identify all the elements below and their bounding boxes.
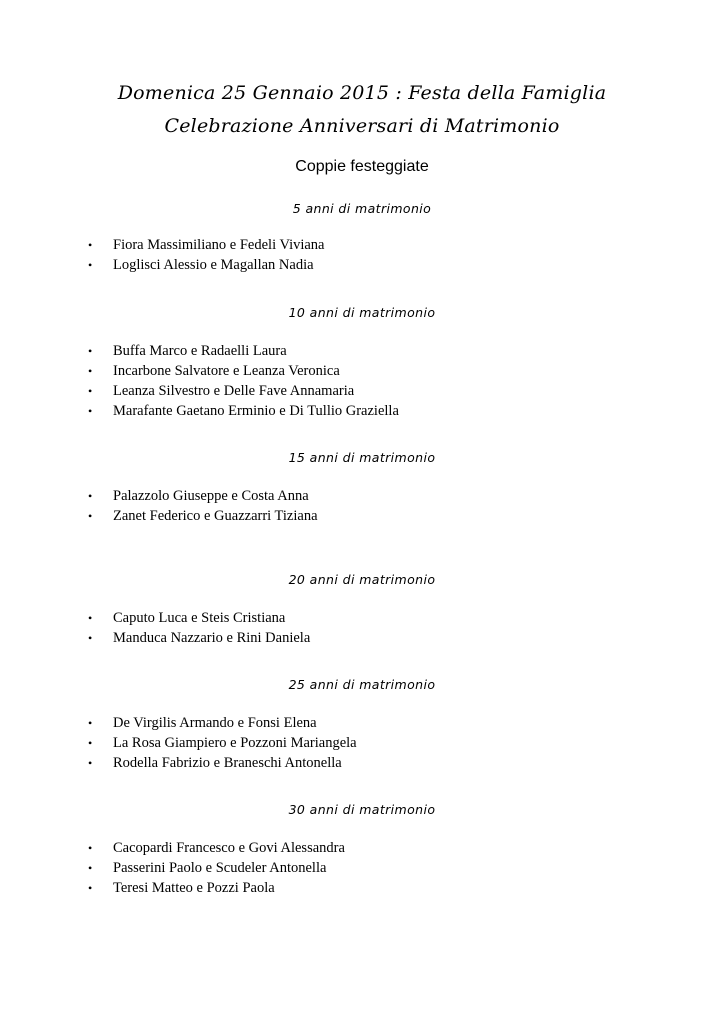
bullet-icon: • — [88, 364, 93, 378]
couple-name: Manduca Nazzario e Rini Daniela — [113, 630, 311, 646]
couple-name: Passerini Paolo e Scudeler Antonella — [113, 860, 327, 876]
couple-name: Zanet Federico e Guazzarri Tiziana — [113, 508, 318, 524]
bullet-icon: • — [88, 756, 93, 770]
couple-name: Rodella Fabrizio e Braneschi Antonella — [113, 755, 342, 771]
bullet-icon: • — [88, 404, 93, 418]
bullet-icon: • — [88, 384, 93, 398]
bullet-icon: • — [88, 258, 93, 272]
couple-name: Fiora Massimiliano e Fedeli Viviana — [113, 237, 325, 253]
bullet-icon: • — [88, 716, 93, 730]
bullet-icon: • — [88, 861, 93, 875]
group-heading-5-anni: 5 anni di matrimonio — [292, 201, 432, 216]
couple-name: Teresi Matteo e Pozzi Paola — [113, 880, 275, 896]
couple-name: Palazzolo Giuseppe e Costa Anna — [113, 488, 309, 504]
page-title: Domenica 25 Gennaio 2015 : Festa della Famiglia — [117, 82, 607, 104]
bullet-icon: • — [88, 238, 93, 252]
couple-name: Loglisci Alessio e Magallan Nadia — [113, 257, 314, 273]
section-title: Coppie festeggiate — [295, 158, 429, 175]
bullet-icon: • — [88, 611, 93, 625]
bullet-icon: • — [88, 881, 93, 895]
bullet-icon: • — [88, 509, 93, 523]
bullet-icon: • — [88, 489, 93, 503]
page-subtitle: Celebrazione Anniversari di Matrimonio — [164, 115, 560, 137]
bullet-icon: • — [88, 631, 93, 645]
group-heading-15-anni: 15 anni di matrimonio — [288, 450, 436, 465]
group-heading-30-anni: 30 anni di matrimonio — [288, 802, 436, 817]
couple-name: Caputo Luca e Steis Cristiana — [113, 610, 286, 626]
couple-name: La Rosa Giampiero e Pozzoni Mariangela — [113, 735, 357, 751]
couple-name: De Virgilis Armando e Fonsi Elena — [113, 715, 317, 731]
couple-name: Leanza Silvestro e Delle Fave Annamaria — [113, 383, 355, 399]
bullet-icon: • — [88, 736, 93, 750]
bullet-icon: • — [88, 344, 93, 358]
group-heading-10-anni: 10 anni di matrimonio — [288, 305, 436, 320]
couple-name: Incarbone Salvatore e Leanza Veronica — [113, 363, 340, 379]
couple-name: Buffa Marco e Radaelli Laura — [113, 343, 287, 359]
couple-name: Cacopardi Francesco e Govi Alessandra — [113, 840, 345, 856]
group-heading-20-anni: 20 anni di matrimonio — [288, 572, 436, 587]
couple-name: Marafante Gaetano Erminio e Di Tullio Graziella — [113, 403, 399, 419]
group-heading-25-anni: 25 anni di matrimonio — [288, 677, 436, 692]
bullet-icon: • — [88, 841, 93, 855]
